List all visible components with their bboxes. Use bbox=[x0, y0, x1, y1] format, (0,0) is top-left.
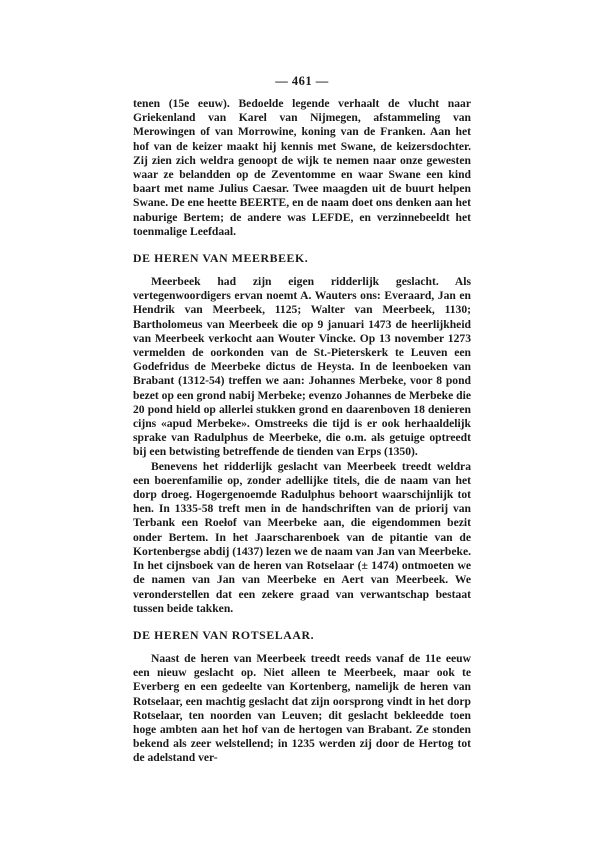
paragraph-meerbeek-farmers: Benevens het ridderlijk geslacht van Meerbeek treedt weldra een boerenfamilie op, zonder adellijke titels, die de naam van het dorp droeg. Hogergenoemde Radulphus behoort waarschijnlijk tot hen. In 1335-58 treft men in de handschriften van de priorij van Terbank een Roełof van Meerbeke aan, die eigendommen bezit onder Bertem. In het Jaarscharenboek van de pitantie van de Kortenbergse abdij (1437) lezen we de naam van Jan van Meerbeke. In het cijnsboek van de heren van Rotselaar (± 1474) ontmoeten we de namen van Jan van Meerbeke en Aert van Meerbeek. We veronderstellen dat een zekere graad van verwantschap bestaat tussen beide takken. bbox=[133, 459, 471, 615]
book-page bbox=[133, 74, 471, 766]
section-heading-meerbeek: DE HEREN VAN MEERBEEK. bbox=[133, 251, 309, 266]
paragraph-meerbeek-knights: Meerbeek had zijn eigen ridderlijk geslacht. Als vertegenwoordigers ervan noemt A. Wauters ons: Everaard, Jan en Hendrik van Meerbeek, 1125; Walter van Meerbeek, 1130; Bartholomeus van Meerbeek die op 9 januari 1473 de heerlijkheid van Meerbeek verkocht aan Wouter Vincke. Op 13 november 1273 vermelden de oorkonden van de St.-Pieterskerk te Leuven een Godefridus de Meerbeke dictus de Heysta. In de leenboeken van Brabant (1312-54) treffen we aan: Johannes Merbeke, voor 8 pond bezet op een grond nabij Merbeke; evenzo Johannes de Merbeke die 20 pond hield op allerlei stukken grond en daarenboven 18 denieren cijns «apud Merbeke». Omstreeks die tijd is er ook herhaaldelijk sprake van Radulphus de Meerbeke, die o.m. als getuige optreedt bij een betwisting betreffende de tienden van Erps (1350). bbox=[133, 275, 471, 459]
paragraph-rotselaar: Naast de heren van Meerbeek treedt reeds vanaf de 11e eeuw een nieuw geslacht op. Niet alleen te Meerbeek, maar ook te Everberg en een gedeelte van Kortenberg, namelijk de heren van Rotselaar, een machtig geslacht dat zijn oorsprong vindt in het dorp Rotselaar, ten noorden van Leuven; dit geslacht bekleedde toen hoge ambten aan het hof van de hertogen van Brabant. Ze stonden bekend als zeer welstellend; in 1235 werden zij door de Hertog tot de adelstand ver- bbox=[133, 651, 471, 765]
opening-paragraph: tenen (15e eeuw). Bedoelde legende verhaalt de vlucht naar Griekenland van Karel van Nijmegen, afstammeling van Merowingen of van Morrowine, koning van de Franken. Aan het hof van de keizer maakt hij kennis met Swane, de keizersdochter. Zij zien zich weldra genoopt de wijk te nemen naar onze gewesten waar ze belandden op de Zeventomme en waar Swane een kind baart met name Julius Caesar. Twee maagden uit de buurt helpen Swane. De ene heette BEERTE, en de naam doet ons denken aan het naburige Bertem; de andere was LEFDE, en verzinnebeeldt het toenmalige Leefdaal. bbox=[133, 97, 471, 238]
section-heading-rotselaar: DE HEREN VAN ROTSELAAR. bbox=[133, 627, 315, 642]
page-number: — 461 — bbox=[275, 74, 329, 88]
